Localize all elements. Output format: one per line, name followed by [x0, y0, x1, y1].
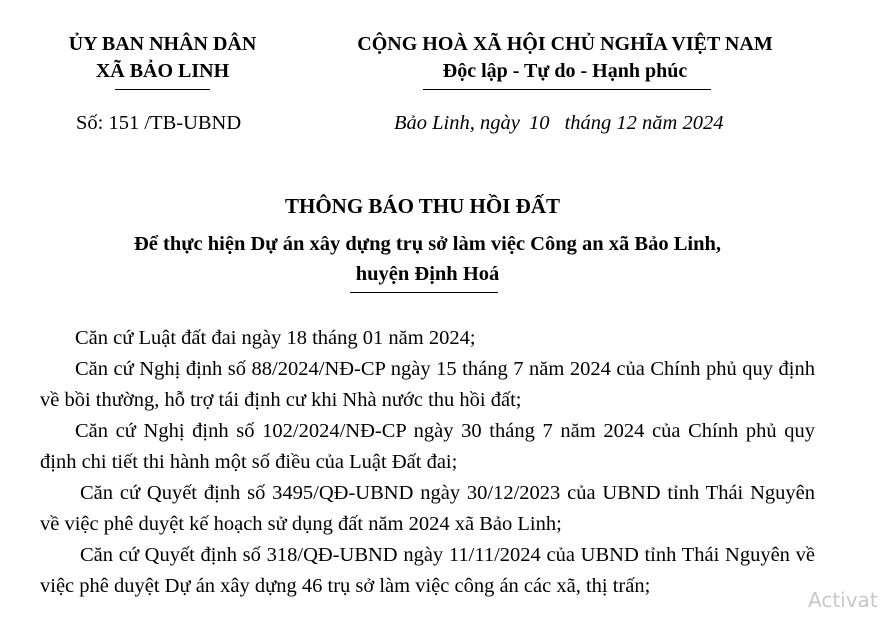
doc-number-suffix: /TB-UBND [144, 112, 242, 134]
doc-number-prefix: Số: [76, 112, 104, 134]
national-title: CỘNG HOÀ XÃ HỘI CHỦ NGHĨA VIỆT NAM [357, 33, 773, 55]
date-line [394, 112, 723, 135]
issuer-underline [115, 89, 210, 90]
subtitle-line-2: huyện Định Hoá [355, 263, 500, 285]
date-place-label: Bảo Linh, ngày [394, 112, 520, 134]
document-number [76, 112, 241, 135]
motto-underline [423, 89, 711, 90]
document-title: THÔNG BÁO THU HỒI ĐẤT [285, 194, 560, 218]
activation-watermark: Activat [808, 588, 878, 612]
paragraph-legal-basis-4: Căn cứ Quyết định số 3495/QĐ-UBND ngày 30/12/2023 của UBND tỉnh Thái Nguyên về việc phê duyệt kế hoạch sử dụng đất năm 2024 xã Bảo Linh; [40, 482, 815, 535]
paragraph-legal-basis-3: Căn cứ Nghị định số 102/2024/NĐ-CP ngày 30 tháng 7 năm 2024 của Chính phủ quy định chi tiết thi hành một số điều của Luật Đất đai; [40, 420, 815, 473]
doc-number-value: 151 [108, 112, 140, 134]
date-rest: tháng 12 năm 2024 [564, 112, 724, 134]
paragraph-legal-basis-2: Căn cứ Nghị định số 88/2024/NĐ-CP ngày 15 tháng 7 năm 2024 của Chính phủ quy định về bồi thường, hỗ trợ tái định cư khi Nhà nước thu hồi đất; [40, 358, 815, 411]
issuer-line-1: ỦY BAN NHÂN DÂN [68, 33, 257, 55]
paragraph-legal-basis-5: Căn cứ Quyết định số 318/QĐ-UBND ngày 11/11/2024 của UBND tỉnh Thái Nguyên về việc phê duyệt Dự án xây dựng 46 trụ sở làm việc công án các xã, thị trấn; [40, 544, 815, 597]
issuer-line-2: XÃ BẢO LINH [95, 60, 230, 82]
subtitle-underline [350, 292, 498, 293]
subtitle-line-1: Để thực hiện Dự án xây dựng trụ sở làm việc Công an xã Bảo Linh, [133, 233, 721, 255]
national-motto: Độc lập - Tự do - Hạnh phúc [442, 60, 688, 82]
date-day: 10 [528, 112, 550, 134]
paragraph-legal-basis-1: Căn cứ Luật đất đai ngày 18 tháng 01 năm 2024; [75, 327, 476, 349]
